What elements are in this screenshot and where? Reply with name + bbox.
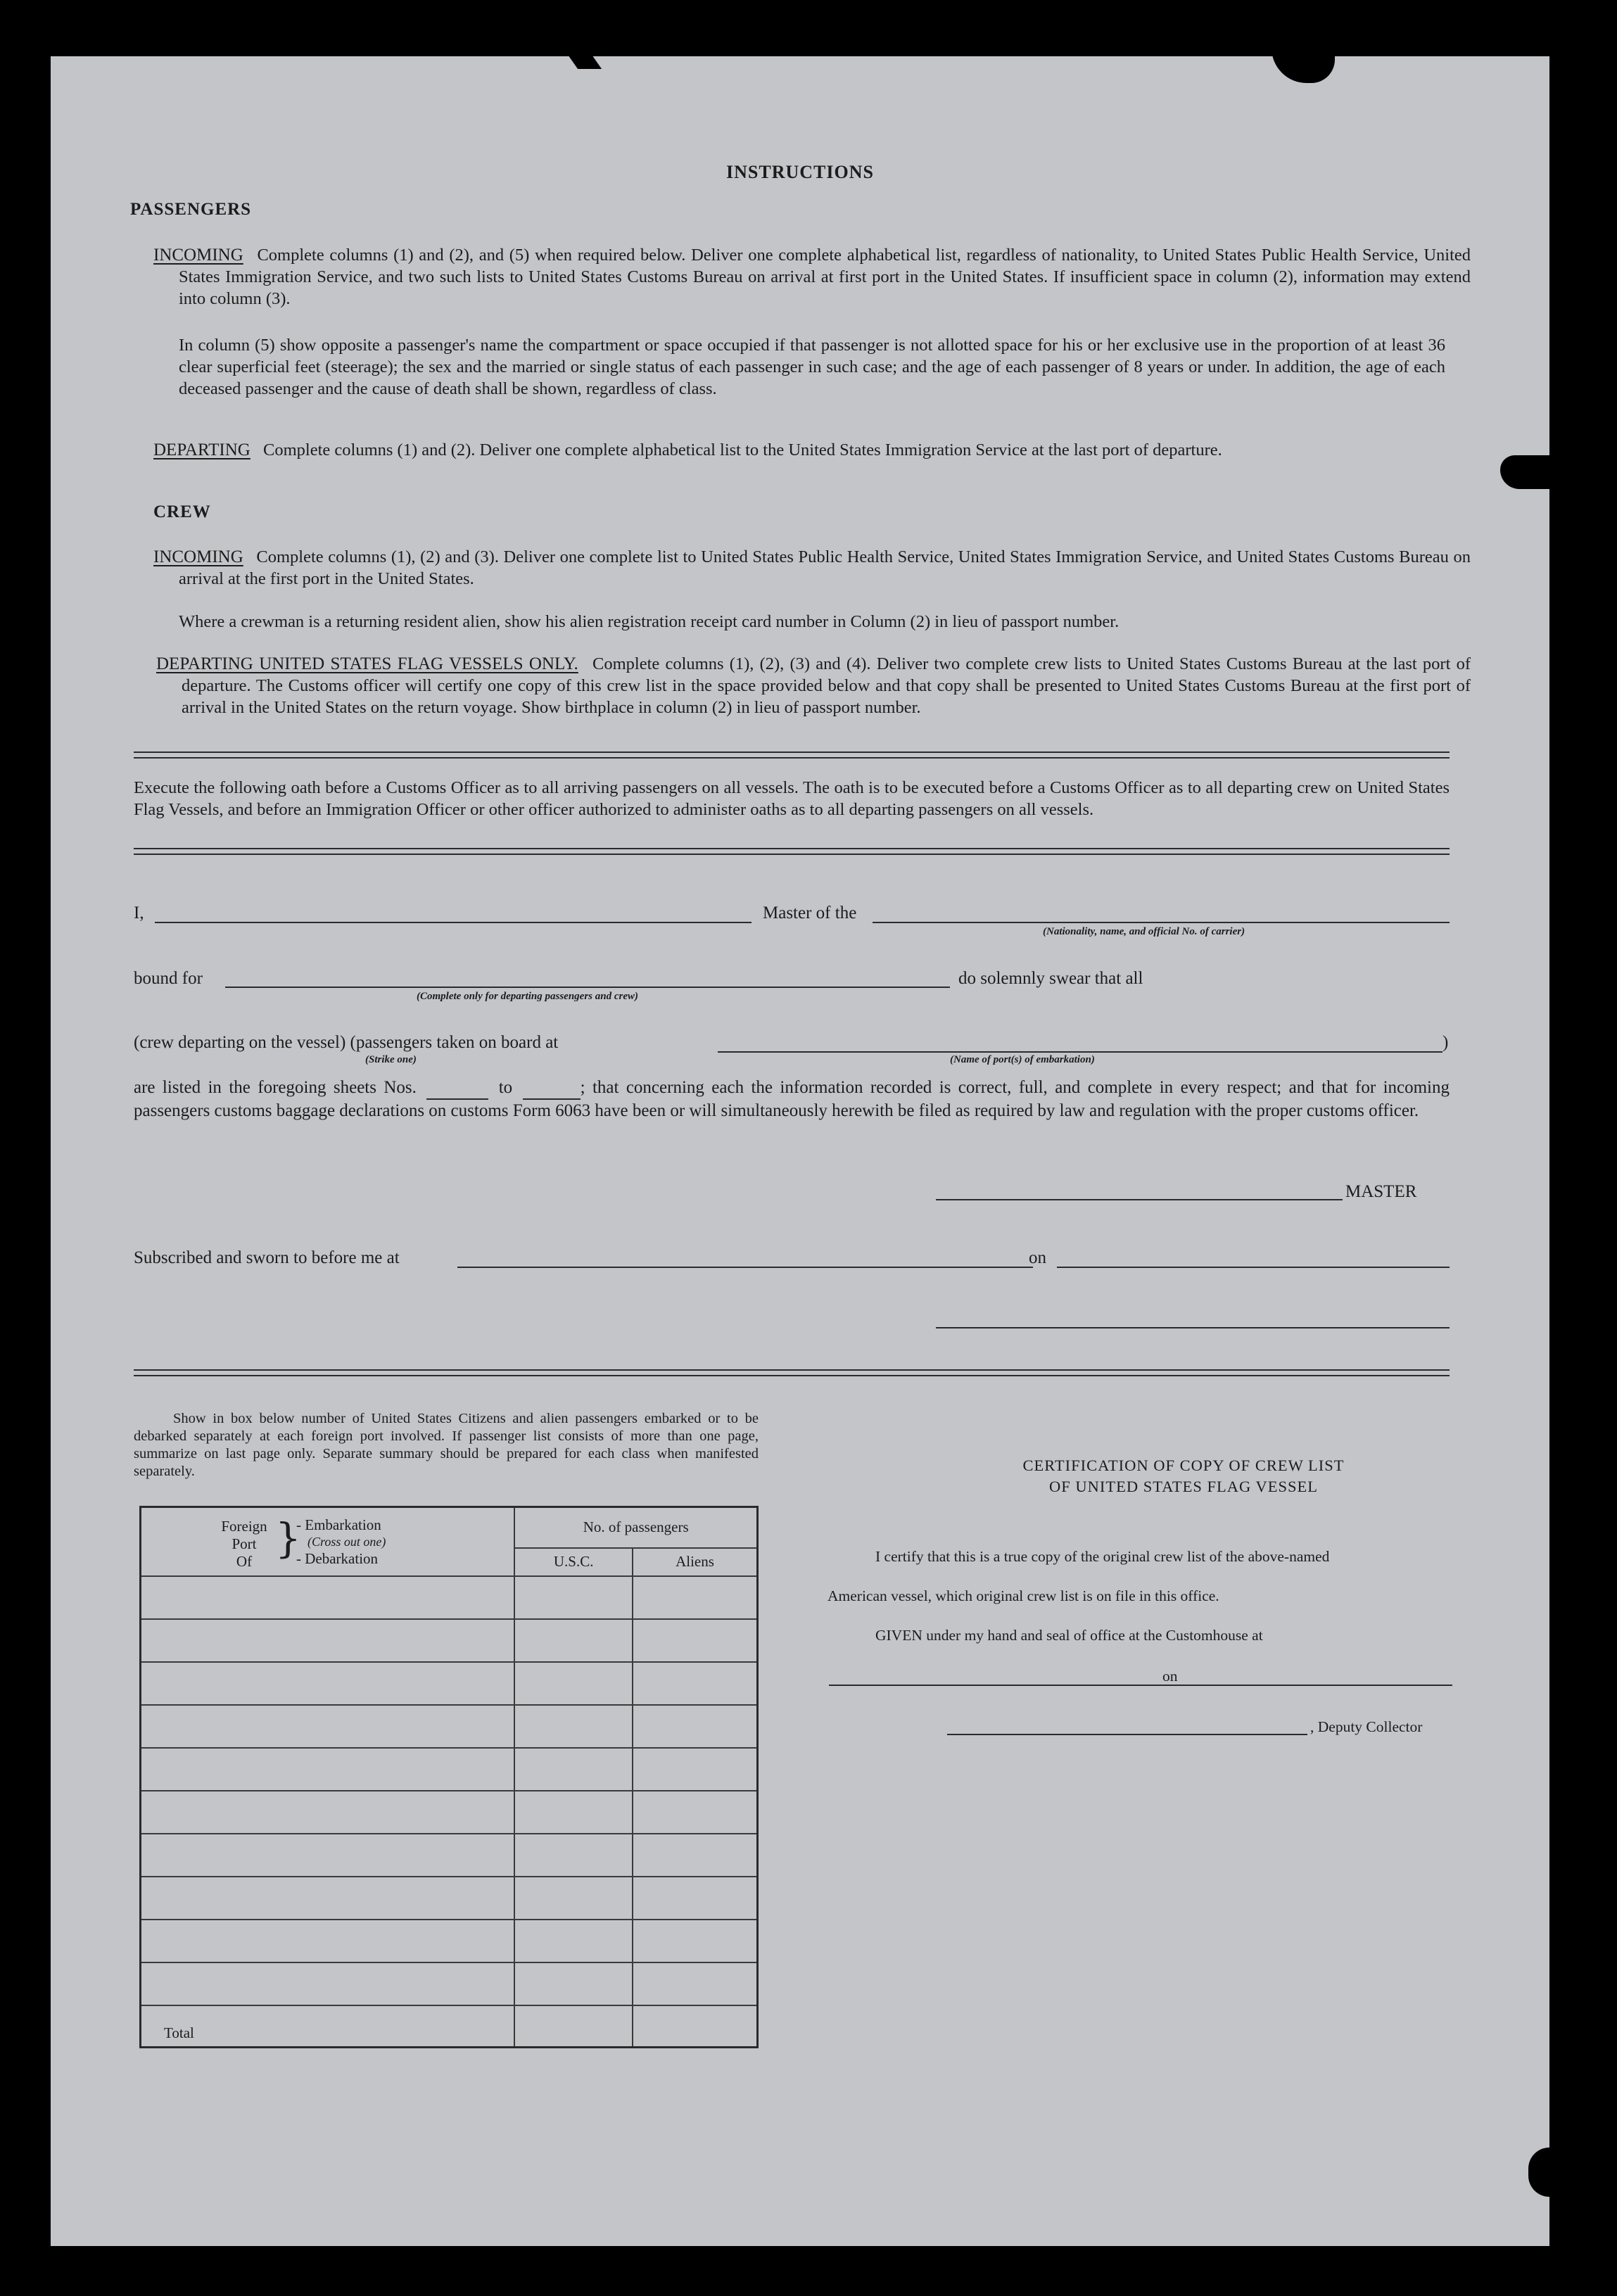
aliens-header: Aliens — [633, 1548, 758, 1576]
usc-cell[interactable] — [514, 1920, 633, 1962]
sheet-from-line[interactable] — [426, 1077, 488, 1100]
aliens-cell[interactable] — [633, 1791, 758, 1834]
cert-on-label: on — [1162, 1668, 1178, 1685]
port-cell[interactable] — [141, 1705, 515, 1748]
aliens-cell[interactable] — [633, 1962, 758, 2005]
port-cell[interactable] — [141, 1791, 515, 1834]
summary-row — [141, 1576, 758, 1619]
master-signature-line[interactable] — [936, 1199, 1343, 1200]
usc-cell[interactable] — [514, 1619, 633, 1662]
aliens-cell[interactable] — [633, 1662, 758, 1705]
bound-for-label: bound for — [134, 969, 203, 988]
subscribed-label: Subscribed and sworn to before me at — [134, 1248, 400, 1267]
port-header-cell — [141, 1507, 515, 1576]
passenger-summary-table — [139, 1506, 759, 2048]
departing-label: DEPARTING — [153, 440, 251, 459]
incoming-text: Complete columns (1) and (2), and (5) when required below. Deliver one complete alphabetical list, regardless of nationality, to United States Public Health Service, United States Immigration Service, and two such lists to United States Customs Bureau on arrival at first port in the United States. If insufficient space in column (2), information may extend into column (3). — [179, 246, 1471, 308]
summary-row — [141, 1877, 758, 1920]
crew-incoming-paragraph — [153, 546, 1471, 590]
aliens-cell[interactable] — [633, 1748, 758, 1791]
usc-cell[interactable] — [514, 1705, 633, 1748]
crew-incoming-label: INCOMING — [153, 547, 243, 566]
passengers-departing-paragraph — [153, 439, 1471, 461]
section-divider — [134, 751, 1450, 759]
port-label: Port — [232, 1535, 257, 1552]
sworn-place-line[interactable] — [457, 1267, 1033, 1268]
sworn-on-label: on — [1029, 1248, 1046, 1267]
certification-title-line1: CERTIFICATION OF COPY OF CREW LIST — [1022, 1457, 1345, 1474]
port-cell[interactable] — [141, 1920, 515, 1962]
master-label: MASTER — [1345, 1182, 1417, 1201]
usc-cell[interactable] — [514, 1877, 633, 1920]
given-line: GIVEN under my hand and seal of office at the Customhouse at — [875, 1627, 1263, 1644]
total-label: Total — [141, 2005, 515, 2048]
listed-text-a: are listed in the foregoing sheets Nos. — [134, 1078, 417, 1097]
section-divider — [134, 848, 1450, 855]
brace-symbol: } — [275, 1514, 301, 1562]
oath-intro: Execute the following oath before a Customs Officer as to all arriving passengers on all vessels. The oath is to be executed before a Customs Officer as to all departing crew on United States Flag Vessels, and before an Immigration Officer or other officer authorized to administer oaths as to all departing passengers on all vessels. — [134, 778, 1450, 819]
column5-paragraph: In column (5) show opposite a passenger's name the compartment or space occupied if that passenger is not allotted space for his or her exclusive use in the proportion of at least 36 clear superficial feet (steerage); the sex and the married or single status of each passenger in such case; and the age of each passenger of 8 years or under. In addition, the age of each deceased passenger and the cause of death shall be shown, regardless of class. — [179, 336, 1445, 398]
sheet-to-line[interactable] — [523, 1077, 581, 1100]
summary-row — [141, 1619, 758, 1662]
summary-row — [141, 1662, 758, 1705]
listed-paragraph — [134, 1077, 1450, 1122]
close-paren: ) — [1442, 1033, 1449, 1052]
total-usc-cell[interactable] — [514, 2005, 633, 2048]
usc-cell[interactable] — [514, 1748, 633, 1791]
aliens-cell[interactable] — [633, 1920, 758, 1962]
debarkation-label: - Debarkation — [296, 1549, 379, 1567]
certify-line2: American vessel, which original crew list is on file in this office. — [827, 1587, 1219, 1604]
summary-row — [141, 1962, 758, 2005]
departing-text: Complete columns (1) and (2). Deliver one complete alphabetical list to the United States Immigration Service at the last port of departure. — [263, 440, 1222, 459]
section-divider — [134, 1369, 1450, 1376]
master-of-the-label: Master of the — [763, 903, 857, 922]
usc-cell[interactable] — [514, 1791, 633, 1834]
deputy-signature-line[interactable] — [947, 1734, 1307, 1735]
port-cell[interactable] — [141, 1662, 515, 1705]
aliens-cell[interactable] — [633, 1576, 758, 1619]
cert-date-line[interactable] — [1179, 1685, 1452, 1686]
port-cell[interactable] — [141, 1619, 515, 1662]
total-aliens-cell[interactable] — [633, 2005, 758, 2048]
port-cell[interactable] — [141, 1576, 515, 1619]
officer-signature-line[interactable] — [936, 1327, 1450, 1328]
aliens-cell[interactable] — [633, 1619, 758, 1662]
departing-note: (Complete only for departing passengers and crew) — [417, 991, 638, 1002]
departing-flag-paragraph — [156, 653, 1471, 718]
form-page — [51, 51, 1549, 2246]
departing-flag-label: DEPARTING UNITED STATES FLAG VESSELS ONLY. — [156, 654, 578, 673]
certification-title — [811, 1455, 1549, 1497]
crew-heading: CREW — [153, 502, 211, 521]
carrier-line[interactable] — [873, 922, 1450, 923]
summary-instructions: Show in box below number of United States Citizens and alien passengers embarked or to be debarked separately at each foreign port involved. If passenger list consists of more than one page, summarize on last page only. Separate summary should be prepared for each class when manifested separately. — [134, 1411, 759, 1479]
port-cell[interactable] — [141, 1877, 515, 1920]
summary-row — [141, 1920, 758, 1962]
ports-note: (Name of port(s) of embarkation) — [950, 1054, 1095, 1065]
aliens-cell[interactable] — [633, 1705, 758, 1748]
incoming-label: INCOMING — [153, 246, 243, 265]
usc-cell[interactable] — [514, 1834, 633, 1877]
instructions-heading: INSTRUCTIONS — [726, 162, 874, 182]
listed-text-b: ; that concerning each the information recorded is correct, full, and complete in every respect; and that for incoming passengers customs baggage declarations on customs Form 6063 have been or will simultaneously herewith be filed as required by law and regulation with the proper customs officer. — [134, 1078, 1450, 1120]
port-cell[interactable] — [141, 1748, 515, 1791]
certify-line1: I certify that this is a true copy of the original crew list of the above-named — [875, 1548, 1330, 1565]
oath-i-label: I, — [134, 903, 144, 922]
foreign-label: Foreign — [221, 1517, 267, 1535]
port-cell[interactable] — [141, 1962, 515, 2005]
embarkation-label: - Embarkation — [296, 1516, 381, 1533]
nationality-note: (Nationality, name, and official No. of carrier) — [1043, 926, 1245, 937]
usc-cell[interactable] — [514, 1576, 633, 1619]
torn-corner — [1272, 51, 1335, 83]
torn-edge — [1528, 2148, 1549, 2197]
aliens-cell[interactable] — [633, 1877, 758, 1920]
aliens-cell[interactable] — [633, 1834, 758, 1877]
embarkation-port-line[interactable] — [718, 1051, 1442, 1053]
of-label: Of — [236, 1552, 253, 1570]
strike-one-note: (Strike one) — [365, 1054, 417, 1065]
swear-label: do solemnly swear that all — [958, 969, 1143, 988]
resident-alien-paragraph: Where a crewman is a returning resident alien, show his alien registration receipt card number in Column (2) in lieu of passport number. — [179, 612, 1120, 631]
departing-flag-text: Complete columns (1), (2), (3) and (4). Deliver two complete crew lists to United States Customs Bureau at the last port of departure. The Customs officer will certify one copy of this crew list in the space provided below and that copy shall be presented to United States Customs Bureau at the first port of arrival in the United States on the return voyage. Show birthplace in column (2) in lieu of passport number. — [182, 654, 1471, 717]
summary-row — [141, 1705, 758, 1748]
bound-for-line[interactable] — [225, 987, 950, 988]
summary-row — [141, 1748, 758, 1791]
to-label: to — [498, 1078, 513, 1097]
crew-incoming-text: Complete columns (1), (2) and (3). Deliver one complete list to United States Public Health Service, United States Immigration Service, and United States Customs Bureau on arrival at the first port in the United States. — [179, 547, 1471, 588]
cross-out-note: (Cross out one) — [307, 1534, 386, 1549]
passengers-heading: PASSENGERS — [130, 200, 252, 219]
torn-edge — [1500, 455, 1549, 489]
sworn-date-line[interactable] — [1057, 1267, 1450, 1268]
summary-row — [141, 1834, 758, 1877]
deputy-collector-label: , Deputy Collector — [1310, 1718, 1423, 1735]
no-of-passengers-header: No. of passengers — [514, 1507, 757, 1548]
summary-row — [141, 1791, 758, 1834]
total-row — [141, 2005, 758, 2048]
customhouse-line[interactable] — [829, 1685, 1207, 1686]
usc-cell[interactable] — [514, 1962, 633, 2005]
master-name-line[interactable] — [155, 922, 752, 923]
usc-header: U.S.C. — [514, 1548, 633, 1576]
passengers-incoming-paragraph — [153, 244, 1471, 310]
port-cell[interactable] — [141, 1834, 515, 1877]
usc-cell[interactable] — [514, 1662, 633, 1705]
crew-departing-label: (crew departing on the vessel) (passengers taken on board at — [134, 1033, 559, 1052]
certification-title-line2: OF UNITED STATES FLAG VESSEL — [1048, 1478, 1319, 1495]
summary-rows — [141, 1576, 758, 2005]
